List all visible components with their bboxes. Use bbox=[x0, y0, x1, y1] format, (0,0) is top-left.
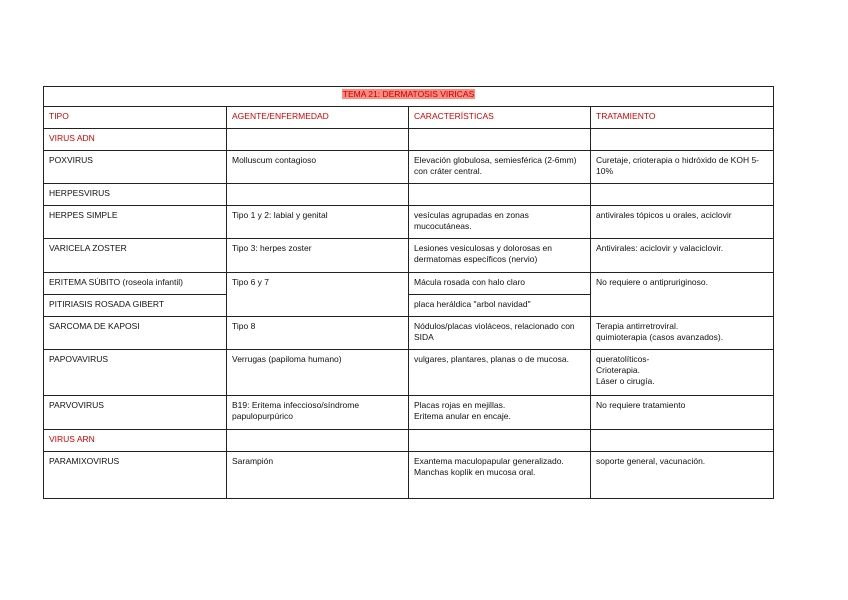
cell-tipo: PARAMIXOVIRUS bbox=[44, 452, 227, 499]
cell-agente: Verrugas (papiloma humano) bbox=[227, 350, 409, 396]
cell-tipo: ERITEMA SÚBITO (roseola infantil) bbox=[44, 273, 227, 295]
section-row-adn bbox=[44, 129, 774, 151]
cell-caracteristicas: Placas rojas en mejillas. Eritema anular en encaje. bbox=[409, 396, 591, 430]
cell-caracteristicas: vulgares, plantares, planas o de mucosa. bbox=[409, 350, 591, 396]
cell-tipo: PITIRIASIS ROSADA GIBERT bbox=[44, 295, 227, 317]
cell-tratamiento: Antivirales: aciclovir y valaciclovir. bbox=[591, 239, 774, 273]
table-row bbox=[44, 396, 774, 430]
cell-agente: Tipo 8 bbox=[227, 317, 409, 350]
table-row bbox=[44, 206, 774, 239]
cell-tipo: PARVOVIRUS bbox=[44, 396, 227, 430]
cell-tipo: HERPESVIRUS bbox=[44, 184, 227, 206]
table-row bbox=[44, 273, 774, 295]
header-caracteristicas: CARACTERÍSTICAS bbox=[409, 107, 591, 129]
cell-tipo: SARCOMA DE KAPOSI bbox=[44, 317, 227, 350]
cell-caracteristicas: placa heráldica "arbol navidad" bbox=[409, 295, 591, 317]
cell-tratamiento: antivirales tópicos u orales, aciclovir bbox=[591, 206, 774, 239]
cell-tipo: VARICELA ZOSTER bbox=[44, 239, 227, 273]
table-row bbox=[44, 184, 774, 206]
cell-tratamiento: queratolíticos- Crioterapia. Láser o cirugía. bbox=[591, 350, 774, 396]
cell-tipo: HERPES SIMPLE bbox=[44, 206, 227, 239]
cell-caracteristicas: Nódulos/placas violáceos, relacionado con SIDA bbox=[409, 317, 591, 350]
cell-caracteristicas: Elevación globulosa, semiesférica (2-6mm) con cráter central. bbox=[409, 151, 591, 184]
cell-agente: Sarampión bbox=[227, 452, 409, 499]
page-title: TEMA 21: DERMATOSIS VIRICAS bbox=[342, 89, 475, 99]
table-row bbox=[44, 239, 774, 273]
dermatosis-table bbox=[43, 86, 774, 499]
cell-tipo: PAPOVAVIRUS bbox=[44, 350, 227, 396]
title-row bbox=[44, 87, 774, 107]
table-row bbox=[44, 151, 774, 184]
section-row-arn bbox=[44, 430, 774, 452]
cell-tratamiento: Curetaje, crioterapia o hidróxido de KOH 5-10% bbox=[591, 151, 774, 184]
header-agente: AGENTE/ENFERMEDAD bbox=[227, 107, 409, 129]
cell-caracteristicas: Mácula rosada con halo claro bbox=[409, 273, 591, 295]
header-row bbox=[44, 107, 774, 129]
section-label-adn: VIRUS ADN bbox=[44, 129, 227, 151]
table-row bbox=[44, 317, 774, 350]
cell-agente: B19: Eritema infeccioso/síndrome papulopurpúrico bbox=[227, 396, 409, 430]
cell-caracteristicas: Exantema maculopapular generalizado. Manchas koplik en mucosa oral. bbox=[409, 452, 591, 499]
cell-agente: Tipo 3: herpes zoster bbox=[227, 239, 409, 273]
table-row bbox=[44, 452, 774, 499]
cell-agente: Tipo 1 y 2: labial y genital bbox=[227, 206, 409, 239]
cell-tratamiento: Terapia antirretroviral. quimioterapia (casos avanzados). bbox=[591, 317, 774, 350]
table-row bbox=[44, 350, 774, 396]
header-tipo: TIPO bbox=[44, 107, 227, 129]
cell-caracteristicas: Lesiones vesiculosas y dolorosas en dermatomas específicos (nervio) bbox=[409, 239, 591, 273]
cell-agente: Tipo 6 y 7 bbox=[227, 273, 409, 317]
header-tratamiento: TRATAMIENTO bbox=[591, 107, 774, 129]
cell-agente: Molluscum contagioso bbox=[227, 151, 409, 184]
section-label-arn: VIRUS ARN bbox=[44, 430, 227, 452]
cell-tipo: POXVIRUS bbox=[44, 151, 227, 184]
cell-caracteristicas: vesículas agrupadas en zonas mucocutáneas. bbox=[409, 206, 591, 239]
cell-tratamiento: No requiere tratamiento bbox=[591, 396, 774, 430]
cell-tratamiento: soporte general, vacunación. bbox=[591, 452, 774, 499]
cell-tratamiento: No requiere o antipruriginoso. bbox=[591, 273, 774, 317]
title-cell bbox=[44, 87, 774, 107]
